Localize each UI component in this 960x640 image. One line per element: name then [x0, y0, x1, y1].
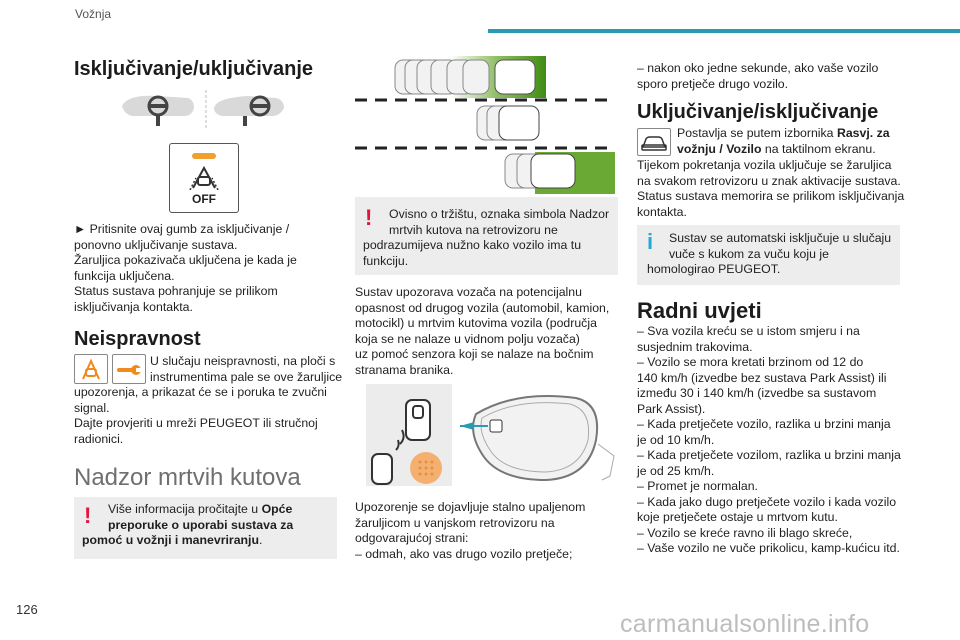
off-label: OFF	[192, 192, 216, 206]
fault-paragraph: upozorenja, a prikazat će se i poruka te zvučni signal. Dajte provjeriti u mreži PEUGEOT ili stručnoj radionici.	[74, 385, 327, 446]
blind-spot-zone-illustration	[355, 56, 615, 194]
vehicle-menu-icon-box	[637, 128, 671, 156]
info-box-towing	[637, 225, 900, 285]
note-text: Više informacija pročitajte u Opće preporuke o uporabi sustava za pomoć u vožnji i manevriranju.	[82, 502, 294, 547]
wrench-icon	[113, 355, 145, 383]
heading-activation: Uključivanje/isključivanje	[637, 101, 879, 123]
watermark: carmanualsonline.info	[620, 610, 870, 638]
heading-operating-conditions: Radni uvjeti	[637, 298, 762, 323]
activation-menu-text: Postavlja se putem izbornika Rasvj. za vožnju / Vozilo na taktilnom ekranu.	[677, 126, 890, 156]
blind-spot-car-icon	[189, 164, 219, 190]
towing-note-text: Sustav se automatski isključuje u slučaju vuče s kukom za vuču koju je homologirao PEUGEOT.	[647, 231, 892, 276]
blind-spot-off-button[interactable]	[169, 143, 239, 213]
steering-controls-illustration	[118, 86, 288, 132]
activation-paragraph: Tijekom pokretanja vozila uključuje se žaruljica na svakom retrovizoru u znak aktivacije sustava. Status sustava memorira se prilikom isključivanja kontakta.	[637, 158, 905, 219]
fault-warning-light-amber	[74, 354, 108, 384]
system-description-paragraph: Sustav upozorava vozača na potencijalnu opasnost od drugog vozila (automobil, kamion, motocikl) u mrtvim kutovima vozila (područja koja se ne nalaze u vidnom polju vozača) uz pomoć senzora koji se nalaze na bočnim stranama branika.	[355, 285, 610, 377]
running-header: Vožnja	[75, 7, 112, 21]
mirror-warning-illustration	[366, 384, 616, 486]
car-icon	[638, 129, 670, 155]
warning-description-paragraph: Upozorenje se dojavljuje stalno upaljenom žaruljicom u vanjskom retrovizoru na odgovarajućoj strani: – odmah, ako vas drugo vozilo pretječe;	[355, 500, 586, 561]
warning-exclamation-icon: !	[365, 205, 373, 230]
right-intro-paragraph: – nakon oko jedne sekunde, ako vaše vozilo sporo pretječe drugo vozilo.	[637, 61, 879, 91]
heading-on-off: Isključivanje/uključivanje	[74, 58, 314, 80]
onoff-paragraph: ► Pritisnite ovaj gumb za isključivanje / ponovno uključivanje sustava. Žaruljica pokazivača uključena je kada je funkcija uključena. Status sustava pohranjuje se prilikom isključivanja kontakta.	[74, 222, 297, 314]
warning-exclamation-icon: !	[84, 503, 92, 528]
heading-blind-spot: Nadzor mrtvih kutova	[74, 464, 301, 491]
info-icon: i	[647, 229, 654, 254]
note-box-general-recommendations	[74, 497, 337, 559]
blind-spot-fault-icon	[75, 355, 107, 383]
heading-fault: Neispravnost	[74, 328, 201, 350]
fault-paragraph-top: U slučaju neispravnosti, na ploči s instrumentima pale se ove žaruljice	[150, 354, 343, 384]
conditions-list: – Sva vozila kreću se u istom smjeru i na susjednim trakovima. – Vozilo se mora kretati brzinom od 12 do 140 km/h (izvedbe bez sustava Park Assist) ili između 30 i 140 km/h (izvedbe sa sustavom Park Assist). – Kada pretječete vozilo, razlika u brzini manja je od 10 km/h. – Kada pretječete vozilom, razlika u brzini manja je od 25 km/h. – Promet je normalan. – Kada jako dugo pretječete vozilo i kada vozilo koje pretječete ostaje u mrtvom kutu. – Vozilo se kreće ravno ili blago skreće, – Vaše vozilo ne vuče prikolicu, kamp-kućicu itd.	[637, 324, 901, 555]
header-accent-bar	[488, 29, 960, 33]
fault-warning-light-service	[112, 354, 146, 384]
market-note-text: Ovisno o tržištu, oznaka simbola Nadzor mrtvih kutova na retrovizoru ne podrazumijeva nužno kako vozilo ima tu funkciju.	[363, 207, 610, 268]
indicator-led	[192, 153, 216, 159]
page-number: 126	[16, 602, 38, 617]
note-box-market-symbol	[355, 197, 618, 275]
